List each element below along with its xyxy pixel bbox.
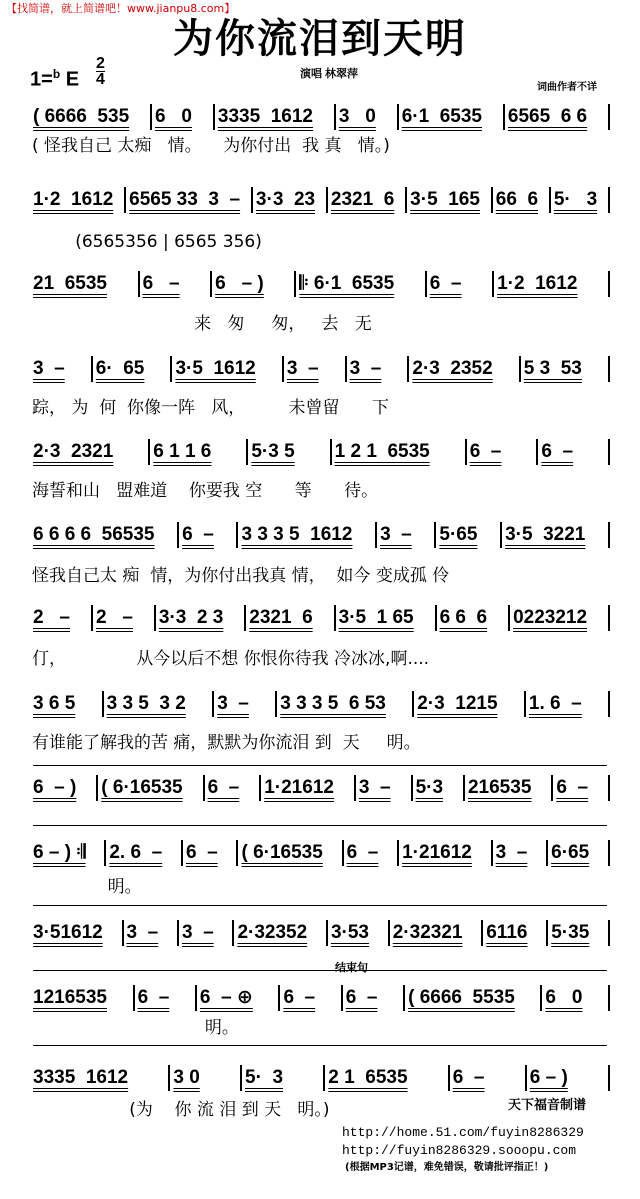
measure: 2·32352 — [237, 922, 308, 943]
singer: 演唱 林翠萍 — [300, 68, 359, 80]
composer: 词曲作者不详 — [537, 82, 597, 93]
measure: 21 6535 — [33, 273, 107, 294]
measure: 6565 33 3 – — [129, 189, 241, 210]
score-system — [30, 104, 610, 130]
barline — [608, 439, 610, 465]
measure: 6 – ) — [33, 777, 77, 798]
measure: 3 – — [126, 922, 159, 943]
measure: 3 0 — [173, 1067, 200, 1088]
volta-line — [33, 1045, 607, 1046]
measure: 1·21612 — [264, 777, 334, 798]
lyrics-line: 明。 — [32, 877, 142, 897]
measure: 6 – — [182, 524, 214, 545]
barline — [608, 985, 610, 1011]
score-system — [30, 187, 610, 213]
measure: 5· 3 — [245, 1067, 284, 1088]
key-note: E — [65, 68, 80, 91]
key-label: 1= — [30, 68, 53, 91]
measure: 1·2 1612 — [497, 273, 578, 294]
barline — [608, 522, 610, 548]
measure: 2321 6 — [330, 189, 395, 210]
measure: 6 – — [283, 987, 316, 1008]
score-system — [30, 356, 610, 382]
key-signature — [30, 62, 79, 92]
measure: 6 – — [207, 777, 240, 798]
lyrics-line: 海誓和山 盟难道 你要我 空 等 待。 — [32, 481, 379, 501]
measure: 5 3 53 — [523, 358, 582, 379]
score-system — [30, 985, 610, 1011]
measure: 3335 1612 — [217, 106, 313, 127]
measure: 6 6 6 6 56535 — [33, 524, 155, 545]
volta-line — [33, 905, 607, 906]
barline — [608, 920, 610, 946]
measure: 2·3 1215 — [417, 693, 498, 714]
measure: 6 – ) — [215, 273, 264, 294]
measure: 3 – — [33, 358, 65, 379]
barline — [608, 691, 610, 717]
site-note[interactable]: 【找简谱，就上简谱吧！www.jianpu8.com】 — [6, 2, 236, 15]
barline — [608, 271, 610, 297]
measure: 6565 6 6 — [507, 106, 588, 127]
measure: 6 0 — [155, 106, 192, 127]
barline — [608, 187, 610, 213]
lyrics-line: (6565356 | 6565 356) — [32, 232, 262, 252]
measure: 3 – — [380, 524, 412, 545]
measure: 3 – — [349, 358, 382, 379]
measure: 6 – — [556, 777, 589, 798]
measure: 6 – — [142, 273, 180, 294]
measure: 3 3 3 5 1612 — [241, 524, 353, 545]
time-bottom: 4 — [96, 71, 105, 88]
measure: 3 – — [495, 842, 528, 863]
measure: 5·3 5 — [251, 441, 295, 462]
time-top: 2 — [96, 55, 105, 72]
measure: 2·3 2321 — [33, 441, 114, 462]
score-system — [30, 1065, 610, 1091]
measure: 3·5 3221 — [505, 524, 586, 545]
measure: 2 1 6535 — [328, 1067, 408, 1088]
measure: 2 – — [95, 607, 133, 628]
measure: 3 3 5 3 2 — [106, 693, 186, 714]
score-system — [30, 605, 610, 631]
ending-label: 结束句 — [335, 962, 368, 974]
measure: 6· 65 — [95, 358, 145, 379]
measure: 6 – — [185, 842, 218, 863]
score-system — [30, 840, 610, 866]
measure: 6·65 — [551, 842, 590, 863]
measure: 6 – — [137, 987, 170, 1008]
measure: 6 6 6 — [439, 607, 488, 628]
measure: ( 6·16535 — [101, 777, 183, 798]
measure: 3·5 1 65 — [338, 607, 414, 628]
measure: ( 6666 535 — [33, 106, 130, 127]
measure: 3·51612 — [33, 922, 103, 943]
measure: 3 6 5 — [33, 693, 76, 714]
volta-line — [33, 825, 607, 826]
footer-note: (根据MP3记谱，难免错误，敬请批评指正！) — [345, 1162, 549, 1173]
measure: 2·3 2352 — [412, 358, 493, 379]
measure: 3 3 3 5 6 53 — [280, 693, 386, 714]
measure: 6 – — [541, 441, 574, 462]
lyrics-line: 怪我自己太 痴 情，为你付出我真 情， 如今 变成孤 伶 — [32, 566, 450, 586]
score-system — [30, 271, 610, 297]
measure: 1216535 — [33, 987, 107, 1008]
measure: 3·3 2 3 — [158, 607, 224, 628]
score-system — [30, 775, 610, 801]
measure: 6 – — [345, 987, 378, 1008]
lyrics-line: (为 你 流 泪 到 天 明。) — [32, 1100, 330, 1120]
measure: 3 – — [181, 922, 214, 943]
lyrics-line: 明。 — [32, 1018, 239, 1038]
url-2[interactable]: http://fuyin8286329.sooopu.com — [342, 1143, 577, 1158]
measure: 2·32321 — [392, 922, 463, 943]
measure: 6 – ) — [529, 1067, 568, 1088]
barline — [608, 605, 610, 631]
measure: 1·2 1612 — [33, 189, 114, 210]
measure: 6 – — [429, 273, 462, 294]
measure: ( 6·16535 — [241, 842, 323, 863]
measure: 0223212 — [513, 607, 588, 628]
score-system — [30, 439, 610, 465]
measure: 6 – — [469, 441, 502, 462]
measure: 5·65 — [439, 524, 478, 545]
lyrics-line: 有谁能了解我的苦 痛，默默为你流泪 到 天 明。 — [32, 733, 421, 753]
measure: 3 – — [286, 358, 319, 379]
measure: 6 1 1 6 — [153, 441, 212, 462]
measure: 3 – — [358, 777, 391, 798]
score-system — [30, 691, 610, 717]
measure: 5·3 — [415, 777, 444, 798]
measure: 5·35 — [551, 922, 590, 943]
key-flat: b — [52, 67, 61, 81]
measure: 2. 6 – — [109, 842, 163, 863]
barline — [608, 356, 610, 382]
measure: 3·53 — [330, 922, 369, 943]
lyrics-line: ( 怪我自己 太痴 情。 为你付出 我 真 情。) — [32, 136, 390, 156]
lyrics-line: 踪， 为 何 你像一阵 风， 未曾留 下 — [32, 398, 389, 418]
measure: 6 0 — [545, 987, 583, 1008]
measure: 216535 — [467, 777, 532, 798]
measure: 3·5 1612 — [175, 358, 256, 379]
measure: 3·3 23 — [255, 189, 316, 210]
measure: 𝄆 6·1 6535 — [299, 273, 395, 294]
measure: 66 6 — [495, 189, 539, 210]
url-1[interactable]: http://home.51.com/fuyin8286329 — [342, 1125, 584, 1140]
measure: 3 0 — [338, 106, 376, 127]
measure: 1·21612 — [402, 842, 472, 863]
lyrics-line: 来 匆 匆， 去 无 — [32, 314, 372, 334]
measure: 6 – ) 𝄇 — [33, 842, 86, 863]
measure: 1. 6 – — [528, 693, 582, 714]
measure: 6116 — [486, 922, 528, 943]
song-title: 为你流泪到天明 — [173, 16, 467, 62]
time-signature — [96, 56, 105, 87]
barline — [608, 1065, 610, 1091]
measure: 6·1 6535 — [401, 106, 482, 127]
barline — [608, 775, 610, 801]
score-system — [30, 522, 610, 548]
barline — [608, 840, 610, 866]
measure: 2 – — [33, 607, 70, 628]
barline — [608, 104, 610, 130]
measure: 1 2 1 6535 — [334, 441, 430, 462]
brand: 天下福音制谱 — [508, 1098, 587, 1113]
lyrics-line: 仃， 从今以后不想 你恨你待我 冷冰冰,啊.... — [32, 649, 430, 669]
measure: 6 – — [452, 1067, 485, 1088]
measure: 6 – ⊕ — [199, 987, 253, 1008]
volta-line — [33, 970, 607, 971]
volta-line — [33, 765, 607, 766]
measure: 3335 1612 — [33, 1067, 129, 1088]
measure: 5· 3 — [553, 189, 598, 210]
score-system — [30, 920, 610, 946]
measure: 3 – — [217, 693, 249, 714]
measure: 2321 6 — [249, 607, 313, 628]
measure: 6 – — [346, 842, 379, 863]
measure: 3·5 165 — [410, 189, 480, 210]
measure: ( 6666 5535 — [408, 987, 515, 1008]
